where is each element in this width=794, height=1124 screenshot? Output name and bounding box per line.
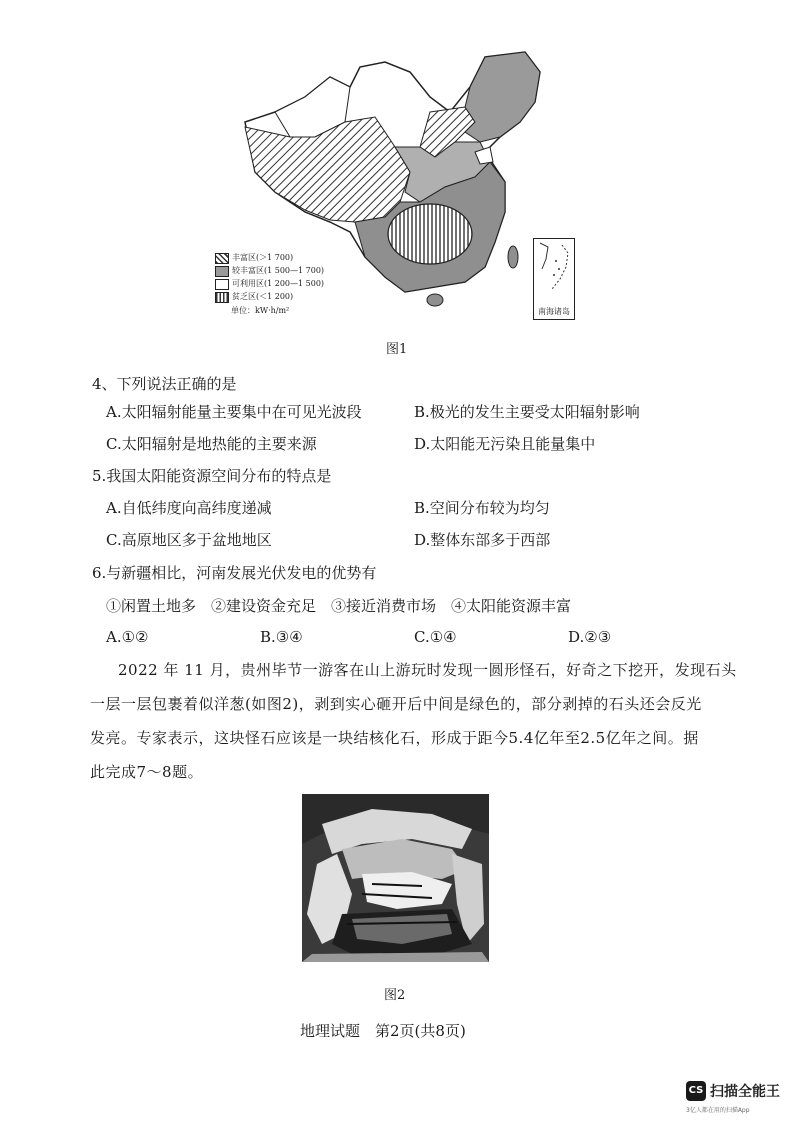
inset-islands	[534, 239, 574, 299]
legend-swatch-hatch	[215, 253, 229, 264]
legend-relatively-rich	[215, 265, 324, 276]
figure-2-caption: 图2	[384, 988, 406, 1003]
legend-poor	[215, 291, 293, 302]
question-4-stem: 4、下列说法正确的是	[92, 375, 237, 393]
south-china-sea-inset	[533, 238, 575, 320]
passage-line-2: 一层一层包裹着似洋葱(如图2)，剥到实心砸开后中间是绿色的，部分剥掉的石头还会反光	[90, 695, 702, 713]
figure-1	[231, 42, 575, 332]
question-5-stem: 5.我国太阳能资源空间分布的特点是	[92, 467, 332, 485]
question-4-option-c[interactable]: C.太阳辐射是地热能的主要来源	[106, 435, 317, 453]
relatively-rich-region-ne	[465, 52, 540, 142]
camscanner-tagline: 3亿人都在用的扫描App	[686, 1107, 750, 1114]
question-6-statements: ①闲置土地多 ②建设资金充足 ③接近消费市场 ④太阳能资源丰富	[106, 597, 572, 615]
passage-line-4: 此完成7～8题。	[90, 763, 204, 781]
passage-line-3: 发亮。专家表示，这块怪石应该是一块结核化石，形成于距今5.4亿年至2.5亿年之间。据	[90, 729, 699, 747]
question-4-option-a[interactable]: A.太阳辐射能量主要集中在可见光波段	[106, 403, 362, 421]
figure-2-photo	[302, 794, 489, 962]
taiwan-island	[508, 246, 518, 268]
passage-line-1: 2022 年 11 月，贵州毕节一游客在山上游玩时发现一圆形怪石，好奇之下挖开，发现石头	[118, 661, 737, 679]
question-5-option-c[interactable]: C.高原地区多于盆地地区	[106, 531, 272, 549]
question-6-stem: 6.与新疆相比，河南发展光伏发电的优势有	[92, 564, 377, 582]
legend-swatch-white	[215, 279, 229, 290]
question-6-option-c[interactable]: C.①④	[414, 628, 457, 646]
question-5-option-b[interactable]: B.空间分布较为均匀	[414, 499, 550, 517]
legend-label-usable: 可利用区(1 200—1 500)	[232, 279, 325, 288]
poor-region	[388, 204, 472, 264]
map-legend	[215, 252, 365, 328]
question-4-option-d[interactable]: D.太阳能无污染且能量集中	[414, 435, 596, 453]
question-6-option-b[interactable]: B.③④	[260, 628, 303, 646]
legend-usable	[215, 278, 324, 289]
legend-label-rich: 丰富区(＞1 700)	[232, 253, 294, 262]
camscanner-logo: CS	[686, 1081, 706, 1101]
question-5-option-d[interactable]: D.整体东部多于西部	[414, 531, 551, 549]
page-footer: 地理试题 第2页(共8页)	[300, 1022, 466, 1040]
legend-unit: 单位：kW·h/m²	[231, 306, 290, 315]
legend-label-relatively-rich: 较丰富区(1 500—1 700)	[232, 266, 325, 275]
question-5-option-a[interactable]: A.自低纬度向高纬度递减	[106, 499, 272, 517]
legend-rich	[215, 252, 293, 263]
figure-1-caption: 图1	[386, 342, 408, 357]
rich-region	[245, 117, 410, 222]
legend-swatch-vertical	[215, 292, 229, 303]
question-6-option-a[interactable]: A.①②	[106, 628, 149, 646]
legend-label-poor: 贫乏区(＜1 200)	[232, 292, 294, 301]
nodule-stone-image	[302, 794, 489, 962]
question-6-option-d[interactable]: D.②③	[568, 628, 612, 646]
inset-label: 南海诸岛	[538, 307, 570, 316]
question-4-option-b[interactable]: B.极光的发生主要受太阳辐射影响	[414, 403, 640, 421]
camscanner-app-name: 扫描全能王	[710, 1084, 780, 1100]
legend-swatch-gray	[215, 266, 229, 277]
hainan-island	[427, 294, 443, 306]
